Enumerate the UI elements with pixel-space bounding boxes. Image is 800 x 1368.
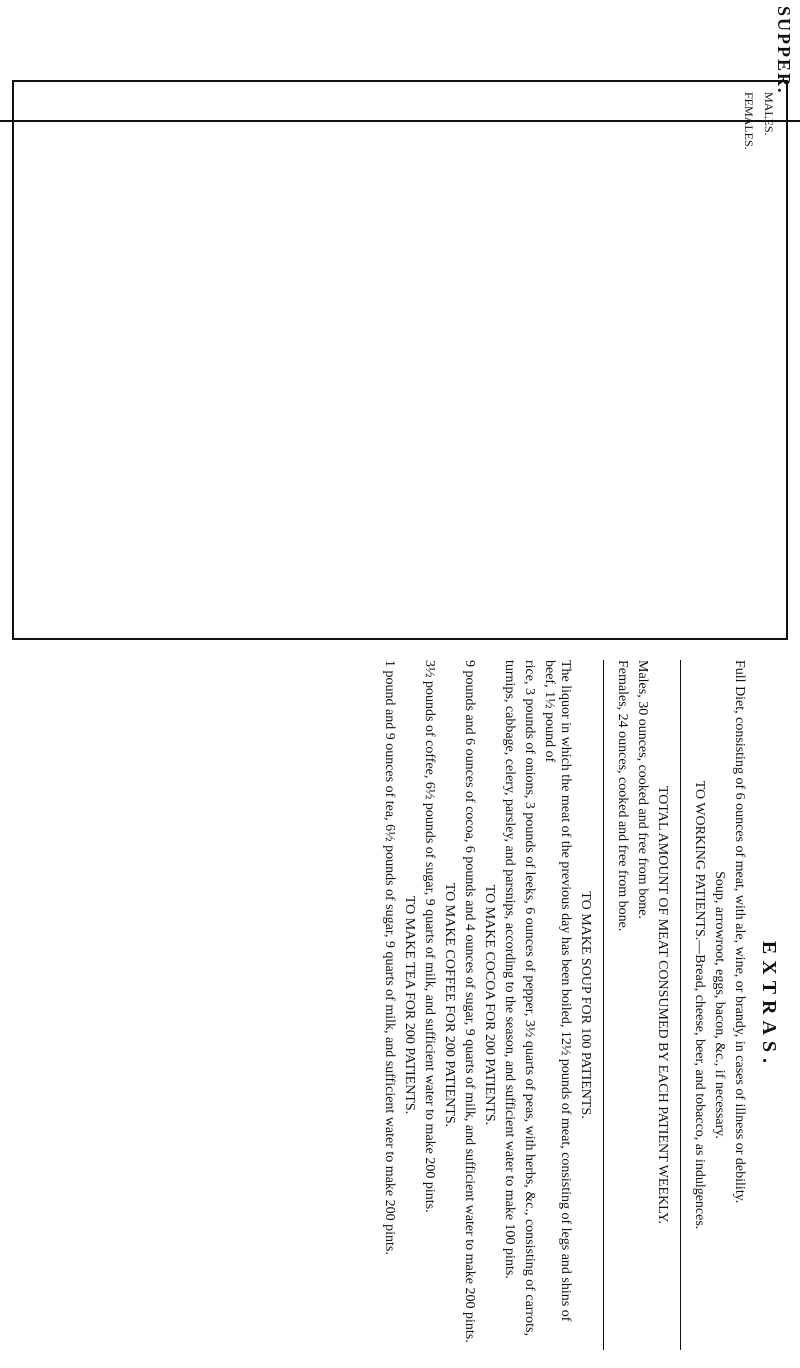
meat-consumed-females: Females, 24 ounces, cooked and free from bone. bbox=[615, 660, 630, 932]
soup-text-3: turnips, cabbage, celery, parsley, and parsnips, according to the season, and sufficient water to make 100 pints. bbox=[502, 660, 517, 1279]
soup-arrowroot-line: Soup, arrowroot, eggs, bacon, &c., if necessary. bbox=[712, 871, 727, 1139]
working-patients-line: TO WORKING PATIENTS.—Bread, cheese, beer, and tobacco, as indulgences. bbox=[692, 780, 707, 1230]
females-label: FEMALES. bbox=[742, 92, 756, 150]
tea-text: 1 pound and 9 ounces of tea, 6½ pounds of sugar, 9 quarts of milk, and sufficient water to make 200 pints. bbox=[382, 660, 397, 1255]
header-caption: SUPPER. bbox=[774, 6, 794, 95]
cocoa-text: 9 pounds and 6 ounces of cocoa, 6 pounds and 4 ounces of sugar, 9 quarts of milk, and sufficient water to make 200 pints. bbox=[462, 660, 477, 1343]
extras-section bbox=[20, 660, 780, 1350]
meat-consumed-title: TOTAL AMOUNT OF MEAT CONSUMED BY EACH PATIENT WEEKLY. bbox=[655, 785, 670, 1225]
soup-title: TO MAKE SOUP FOR 100 PATIENTS. bbox=[578, 891, 593, 1119]
soup-text-2: rice, 3 pounds of onions, 3 pounds of leeks, 6 ounces of pepper, 3½ quarts of peas, with herbs, &c., consisting of carrots, bbox=[522, 660, 537, 1336]
full-diet-line: Full Diet, consisting of 6 ounces of meat, with ale, wine, or brandy, in cases of illness or debility. bbox=[732, 660, 747, 1204]
males-label: MALES. bbox=[762, 92, 776, 136]
diet-table-frame bbox=[12, 80, 788, 640]
tea-title: TO MAKE TEA FOR 200 PATIENTS. bbox=[402, 895, 417, 1115]
coffee-title: TO MAKE COFFEE FOR 200 PATIENTS. bbox=[442, 882, 457, 1128]
extras-title: EXTRAS. bbox=[758, 940, 780, 1070]
soup-text-1: The liquor in which the meat of the previous day has been boiled, 12½ pounds of meat, consisting of legs and shins of beef, 1½ pound of bbox=[542, 660, 573, 1322]
coffee-text: 3½ pounds of coffee, 6½ pounds of sugar, 9 quarts of milk, and sufficient water to make 200 pints. bbox=[422, 660, 437, 1213]
divider bbox=[680, 660, 681, 1350]
divider bbox=[603, 660, 604, 1350]
cocoa-title: TO MAKE COCOA FOR 200 PATIENTS. bbox=[482, 884, 497, 1126]
meat-consumed-males: Males, 30 ounces, cooked and free from bone. bbox=[635, 660, 650, 919]
